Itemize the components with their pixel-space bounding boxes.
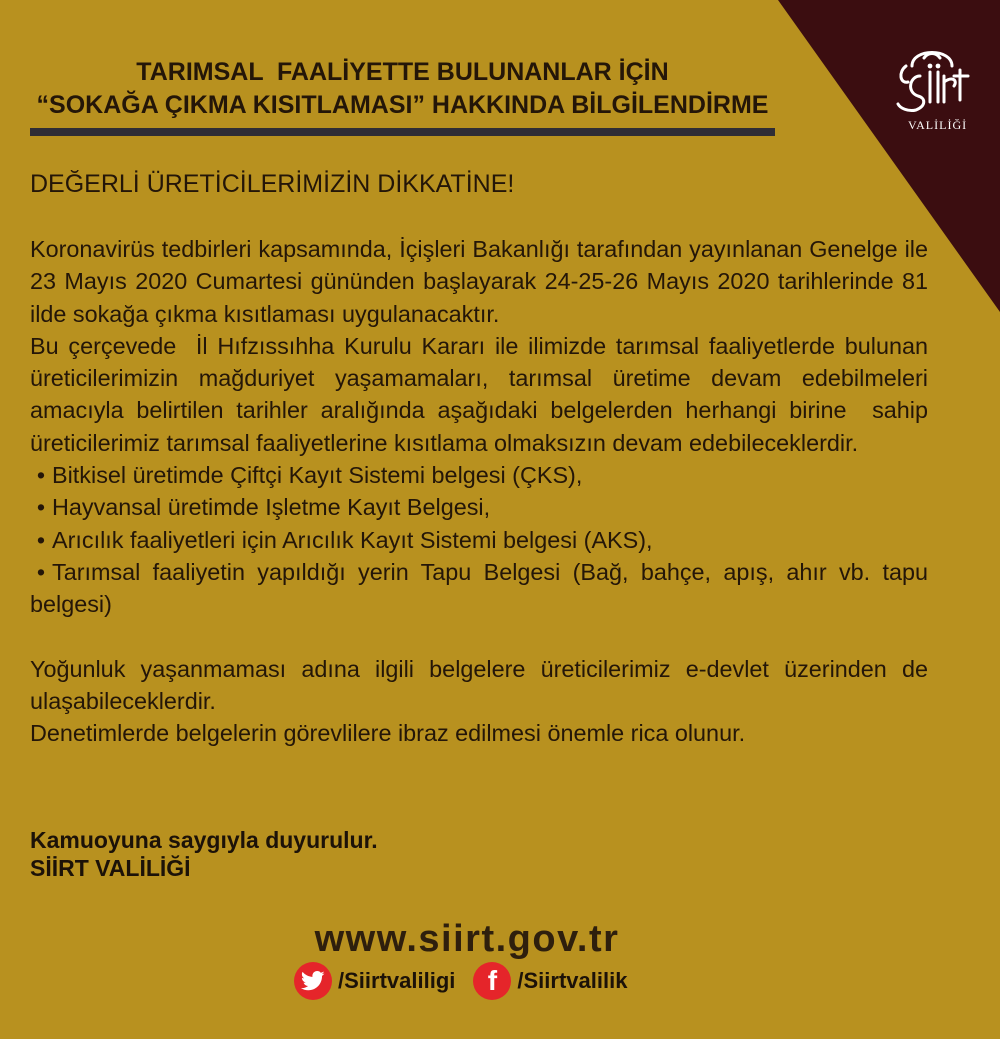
announcement-body (30, 233, 935, 749)
logo-icon (882, 36, 982, 116)
twitter-handle: /Siirtvaliligi (338, 968, 456, 993)
list-item-text: Bitkisel üretimde Çiftçi Kayıt Sistemi belgesi (ÇKS), (52, 462, 583, 489)
signoff-line-2: SİİRT VALİLİĞİ (30, 855, 191, 881)
bullet-icon: • (36, 462, 46, 489)
paragraph-4: Denetimlerde belgelerin görevlilere ibraz edilmesi önemle rica olunur. (30, 720, 746, 747)
twitter-icon (294, 962, 332, 1000)
document-list (30, 459, 928, 620)
siirt-valiligi-logo (882, 36, 982, 136)
logo-caption: VALİLİĞİ (908, 118, 968, 132)
paragraph-1: Koronavirüs tedbirleri kapsamında, İçişleri Bakanlığı tarafından yayınlanan Genelge ile 23 Mayıs 2020 Cumartesi gününden başlayarak 24-25-26 Mayıs 2020 tarihlerinde 81 ilde sokağa çıkma kısıtlaması uygulanacaktır. (30, 236, 928, 327)
page-title (30, 56, 775, 122)
title-underline (30, 128, 775, 136)
signoff (30, 826, 378, 882)
list-item (30, 459, 928, 491)
paragraph-3: Yoğunluk yaşanmaması adına ilgili belgelere üreticilerimiz e-devlet üzerinden de ulaşabileceklerdir. (30, 655, 928, 714)
bullet-icon: • (36, 558, 46, 585)
paragraph-2: Bu çerçevede İl Hıfzıssıhha Kurulu Kararı ile ilimizde tarımsal faaliyetlerde bulunan üreticilerimizin mağduriyet yaşamamaları, tarımsal üretime devam edebilmeleri amacıyla belirtilen tarihler aralığında aşağıdaki belgelerden herhangi birine sahip üreticilerimiz tarımsal faaliyetlerine kısıtlama olmaksızın devam edebileceklerdir. (30, 332, 935, 456)
list-item-text: Arıcılık faaliyetleri için Arıcılık Kayıt Sistemi belgesi (AKS), (52, 526, 653, 553)
list-item (30, 491, 928, 523)
list-item-text: Hayvansal üretimde Işletme Kayıt Belgesi, (52, 494, 491, 521)
list-item (30, 556, 928, 621)
attention-heading: DEĞERLİ ÜRETİCİLERİMİZİN DİKKATİNE! (30, 170, 515, 198)
bullet-icon: • (36, 526, 46, 553)
website-link[interactable]: www.siirt.gov.tr (314, 918, 620, 960)
title-line-1: TARIMSAL FAALİYETTE BULUNANLAR İÇİN (136, 58, 669, 86)
social-links (294, 962, 627, 1000)
list-item-text: Tarımsal faaliyetin yapıldığı yerin Tapu Belgesi (Bağ, bahçe, apış, ahır vb. tapu belgesi) (30, 558, 928, 618)
twitter-link[interactable] (294, 962, 455, 1000)
spacer (30, 621, 928, 653)
bullet-icon: • (36, 494, 46, 521)
title-line-2: “SOKAĞA ÇIKMA KISITLAMASI” HAKKINDA BİLGİLENDİRME (36, 91, 769, 119)
facebook-handle: /Siirtvalilik (517, 968, 628, 993)
signoff-line-1: Kamuoyuna saygıyla duyurulur. (30, 827, 378, 853)
facebook-link[interactable] (473, 962, 627, 1000)
list-item (30, 524, 928, 556)
facebook-icon: f (473, 962, 511, 1000)
